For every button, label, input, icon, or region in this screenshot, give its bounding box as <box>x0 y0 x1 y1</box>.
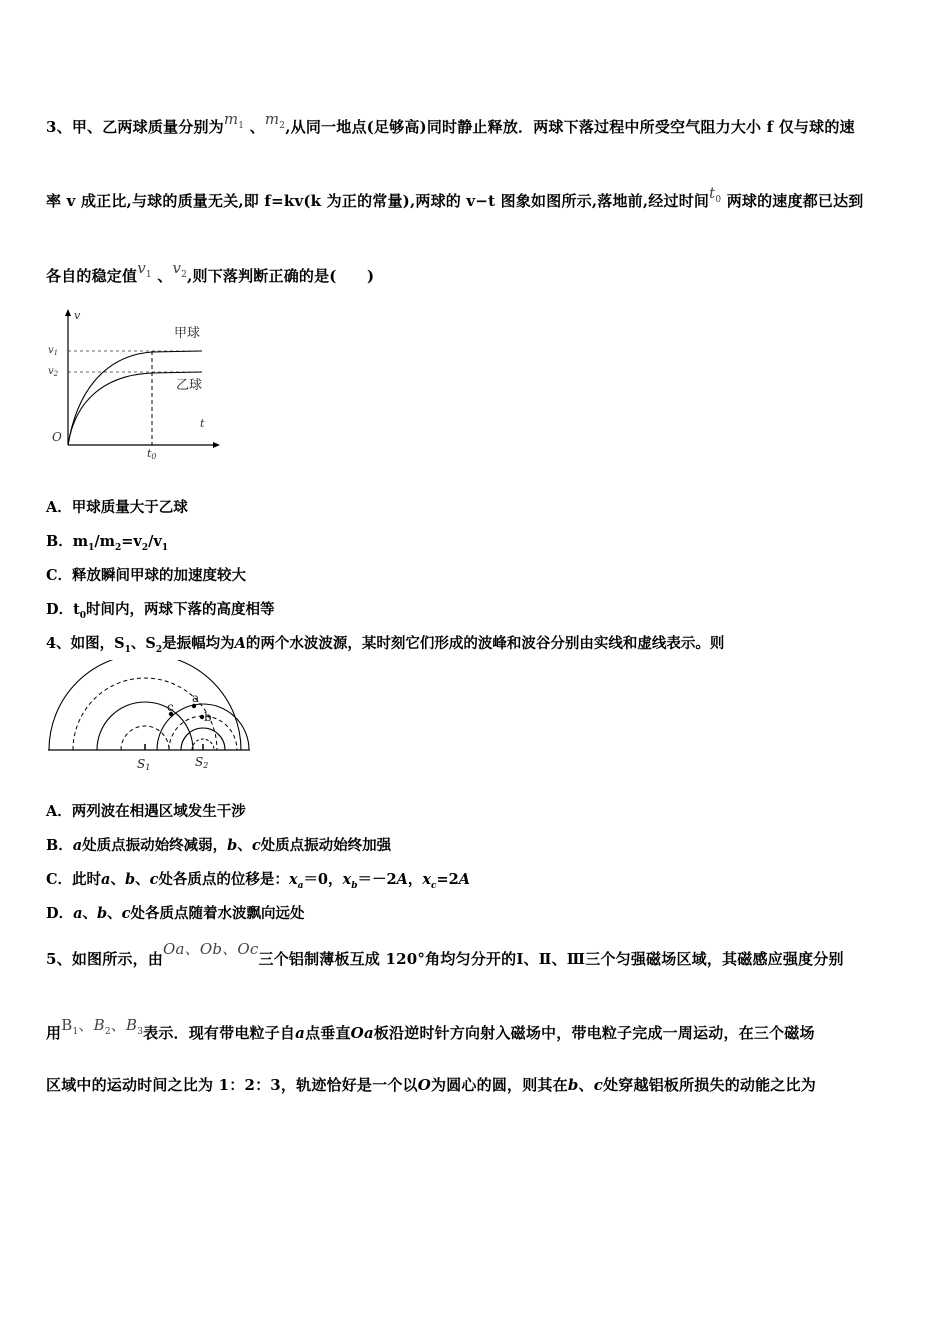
math-plates: Oa、Ob、Oc <box>163 940 259 958</box>
q4-option-c: C．此时a、b、c处各质点的位移是：$x_a=0$，$x_b=-2A$，$x_c=2A$ <box>46 871 470 891</box>
point-b-label: b <box>204 710 212 724</box>
q5-stem-line2: 用$B_1$、$B_2$、$B_3$表示．现有带电粒子自a点垂直Oa板沿逆时针方向射入磁场中，带电粒子完成一周运动，在三个磁场 <box>46 1016 815 1042</box>
q3-stem-line2: 率 v 成正比,与球的质量无关,即 f=kv(k 为正的常量),两球的 v−t 图象如图所示,落地前,经过时间$t_0$ 两球的速度都已达到 <box>46 184 864 210</box>
wave-figure <box>40 660 260 775</box>
q4-option-b: B．a处质点振动始终减弱，b、c处质点振动始终加强 <box>46 837 392 854</box>
math-v2: $v_2$ <box>172 259 188 280</box>
q5-stem-line3: 区域中的运动时间之比为 1：2：3，轨迹恰好是一个以O为圆心的圆，则其在b、c处穿越铝板所损失的动能之比为 <box>46 1076 816 1094</box>
point-a-label: a <box>192 691 200 705</box>
v-axis-label: v <box>74 309 81 322</box>
v-axis-arrow <box>65 309 71 316</box>
s1-trough-outer <box>73 678 217 750</box>
origin-label: O <box>52 430 62 444</box>
t-axis-label: t <box>200 417 205 430</box>
q3-stem-line3: 各自的稳定值$v_1$ 、$v_2$,则下落判断正确的是( ) <box>46 259 375 285</box>
s2-label: S2 <box>195 755 209 770</box>
q4-stem: 4、如图，$S_1$、$S_2$是振幅均为A的两个水波波源，某时刻它们形成的波峰和波谷分别由实线和虚线表示。则 <box>46 635 725 655</box>
math-b-fields: $B_1$、$B_2$、$B_3$ <box>61 1016 144 1037</box>
v1-tick-label: $v_1$ <box>48 345 59 357</box>
math-m2: $m_2$ <box>264 110 286 131</box>
math-m1: $m_1$ <box>223 110 245 131</box>
s1-label: S1 <box>137 757 151 772</box>
q3-option-c: C．释放瞬间甲球的加速度较大 <box>46 567 247 584</box>
q5-stem-line1: 5、如图所示，由Oa、Ob、Oc三个铝制薄板互成 120°角均匀分开的Ⅰ、Ⅱ、Ⅲ三个匀强磁场区域，其磁感应强度分别 <box>46 940 844 968</box>
t0-tick-label: t0 <box>147 447 157 461</box>
curve-jia-label: 甲球 <box>174 326 201 341</box>
v2-tick-label: $v_2$ <box>48 366 59 378</box>
math-v1: $v_1$ <box>137 259 152 280</box>
q4-option-a: A．两列波在相遇区域发生干涉 <box>46 803 246 820</box>
q3-option-b: B．$m_1/m_2=v_2/v_1$ <box>46 533 169 553</box>
q3-stem-line1: 3、甲、乙两球质量分别为$m_1$ 、$m_2$,从同一地点(足够高)同时静止释放．两球下落过程中所受空气阻力大小 f 仅与球的速 <box>46 110 855 136</box>
q3-option-d: D．$t_0$时间内，两球下落的高度相等 <box>46 601 275 621</box>
q4-option-d: D．a、b、c处各质点随着水波飘向远处 <box>46 905 305 922</box>
curve-jia <box>68 351 202 445</box>
vt-graph <box>40 305 230 465</box>
q3-option-a: A．甲球质量大于乙球 <box>46 499 188 516</box>
math-t0: $t_0$ <box>709 184 722 205</box>
point-c-label: c <box>167 700 174 714</box>
t-axis-arrow <box>213 442 220 448</box>
curve-yi-label: 乙球 <box>176 378 203 393</box>
